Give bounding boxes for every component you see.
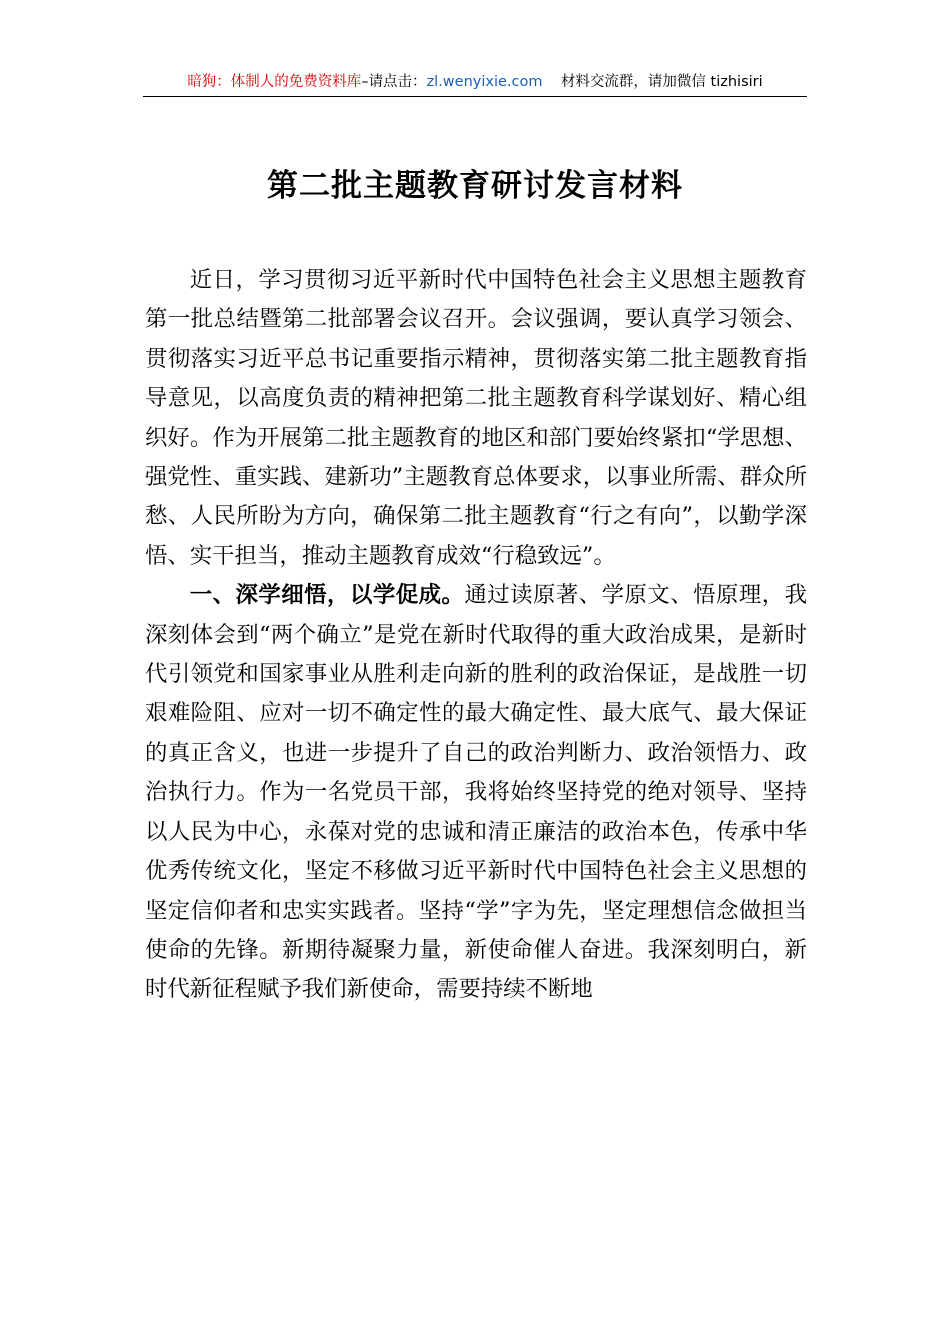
header-divider — [143, 96, 807, 97]
paragraph-section-1 — [145, 576, 807, 1009]
paragraph-intro: 近日，学习贯彻习近平新时代中国特色社会主义思想主题教育第一批总结暨第二批部署会议召开。会议强调，要认真学习领会、贯彻落实习近平总书记重要指示精神，贯彻落实第二批主题教育指导意见，以高度负责的精神把第二批主题教育科学谋划好、精心组织好。作为开展第二批主题教育的地区和部门要始终紧扣“学思想、强党性、重实践、建新功”主题教育总体要求，以事业所需、群众所愁、人民所盼为方向，确保第二批主题教育“行之有向”，以勤学深悟、实干担当，推动主题教育成效“行稳致远”。 — [145, 267, 807, 569]
header-click-text: –请点击： — [361, 74, 427, 90]
header-site-label: 暗狗：体制人的免费资料库 — [187, 74, 362, 90]
document-title: 第二批主题教育研讨发言材料 — [267, 168, 683, 204]
section-1-text: 通过读原著、学原文、悟原理，我深刻体会到“两个确立”是党在新时代取得的重大政治成果，是新时代引领党和国家事业从胜利走向新的胜利的政治保证，是战胜一切艰难险阻、应对一切不确定性的最大确定性、最大底气、最大保证的真正含义，也进一步提升了自己的政治判断力、政治领悟力、政治执行力。作为一名党员干部，我将始终坚持党的绝对领导、坚持以人民为中心，永葆对党的忠诚和清正廉洁的政治本色，传承中华优秀传统文化，坚定不移做习近平新时代中国特色社会主义思想的坚定信仰者和忠实实践者。坚持“学”字为先，坚定理想信念做担当使命的先锋。新期待凝聚力量，新使命催人奋进。我深刻明白，新时代新征程赋予我们新使命，需要持续不断地 — [145, 582, 808, 1003]
document-body — [145, 261, 807, 1010]
header-url-link[interactable]: zl.wenyixie.com — [426, 74, 543, 90]
page-header — [143, 70, 807, 94]
header-contact: 材料交流群，请加微信 tizhisiri — [560, 74, 763, 90]
header-spacer — [543, 74, 561, 90]
section-1-heading: 一、深学细悟，以学促成。 — [189, 582, 465, 609]
